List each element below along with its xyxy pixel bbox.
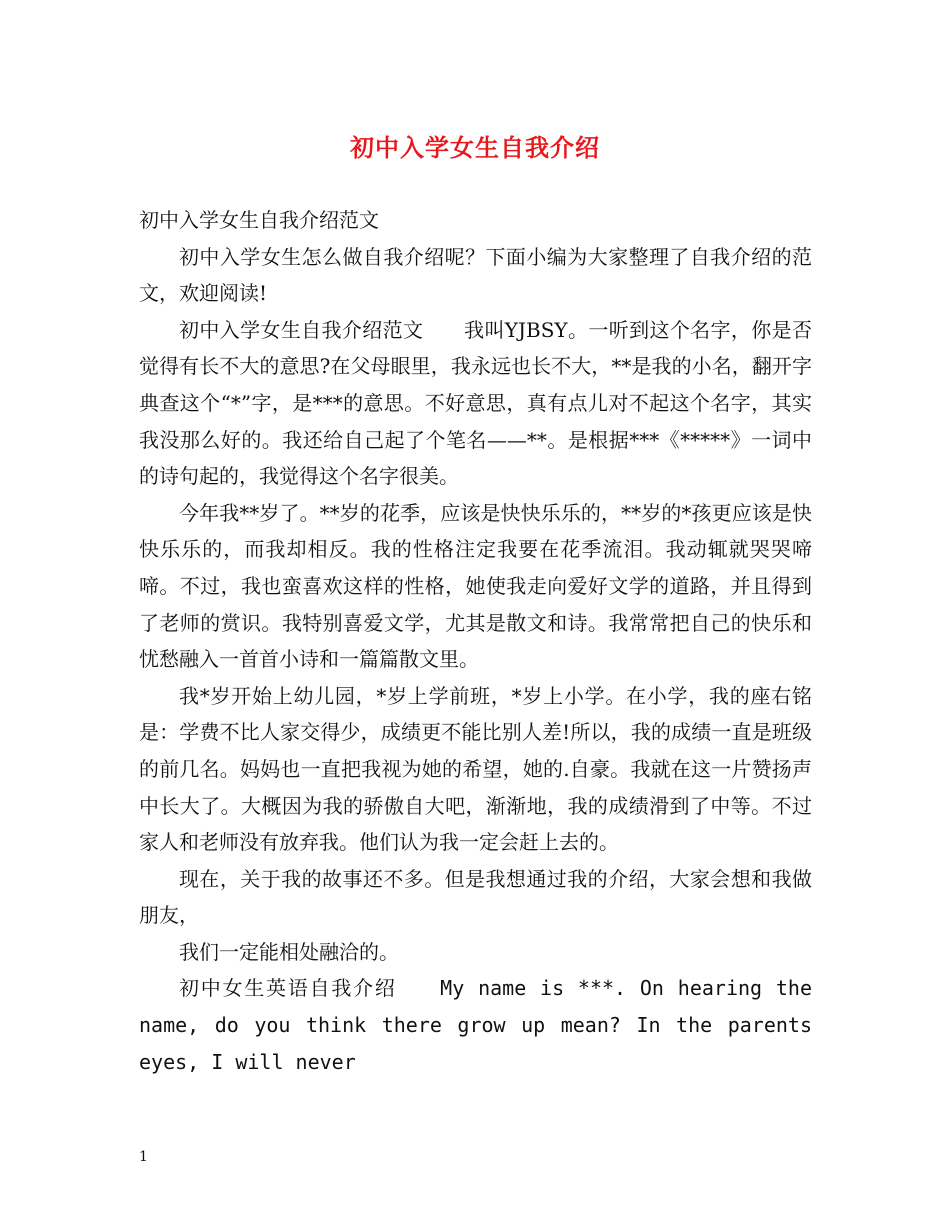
- paragraph-now: 现在，关于我的故事还不多。但是我想通过我的介绍，大家会想和我做朋友，: [139, 866, 812, 928]
- paragraph-personality: 今年我**岁了。**岁的花季，应该是快快乐乐的，**岁的*孩更应该是快快乐乐的，而我却相反。我的性格注定我要在花季流泪。我动辄就哭哭啼啼。不过，我也蛮喜欢这样的性格，她使我走向爱好文学的道路，并且得到了老师的赏识。我特别喜爱文学，尤其是散文和诗。我常常把自己的快乐和忧愁融入一首首小诗和一篇篇散文里。: [139, 500, 812, 672]
- paragraph-name: 初中入学女生自我介绍范文 我叫YJBSY。一听到这个名字，你是否觉得有长不大的意思?在父母眼里，我永远也长不大，**是我的小名，翻开字典查这个“*”字，是***的意思。不好意思，真有点儿对不起这个名字，其实我没那么好的。我还给自己起了个笔名——**。是根据***《*****》一词中的诗句起的，我觉得这个名字很美。: [139, 317, 812, 489]
- paragraph-closing: 我们一定能相处融洽的。: [179, 939, 399, 964]
- page-number: 1: [139, 1149, 148, 1165]
- document-title: 初中入学女生自我介绍: [350, 133, 600, 162]
- paragraph-intro: 初中入学女生怎么做自我介绍呢？下面小编为大家整理了自我介绍的范文，欢迎阅读!: [139, 244, 812, 306]
- document-body: [139, 202, 812, 1080]
- paragraph-school: 我*岁开始上幼儿园，*岁上学前班，*岁上小学。在小学，我的座右铭是：学费不比人家交得少，成绩更不能比别人差!所以，我的成绩一直是班级的前几名。妈妈也一直把我视为她的希望，她的.自豪。我就在这一片赞扬声中长大了。大概因为我的骄傲自大吧，渐渐地，我的成绩滑到了中等。不过家人和老师没有放弃我。他们认为我一定会赶上去的。: [139, 683, 812, 855]
- paragraph-english: 初中女生英语自我介绍 My name is ***. On hearing the name, do you think there grow up mean? In the parents eyes, I will never: [139, 976, 812, 1074]
- paragraph-heading: 初中入学女生自我介绍范文: [139, 208, 379, 232]
